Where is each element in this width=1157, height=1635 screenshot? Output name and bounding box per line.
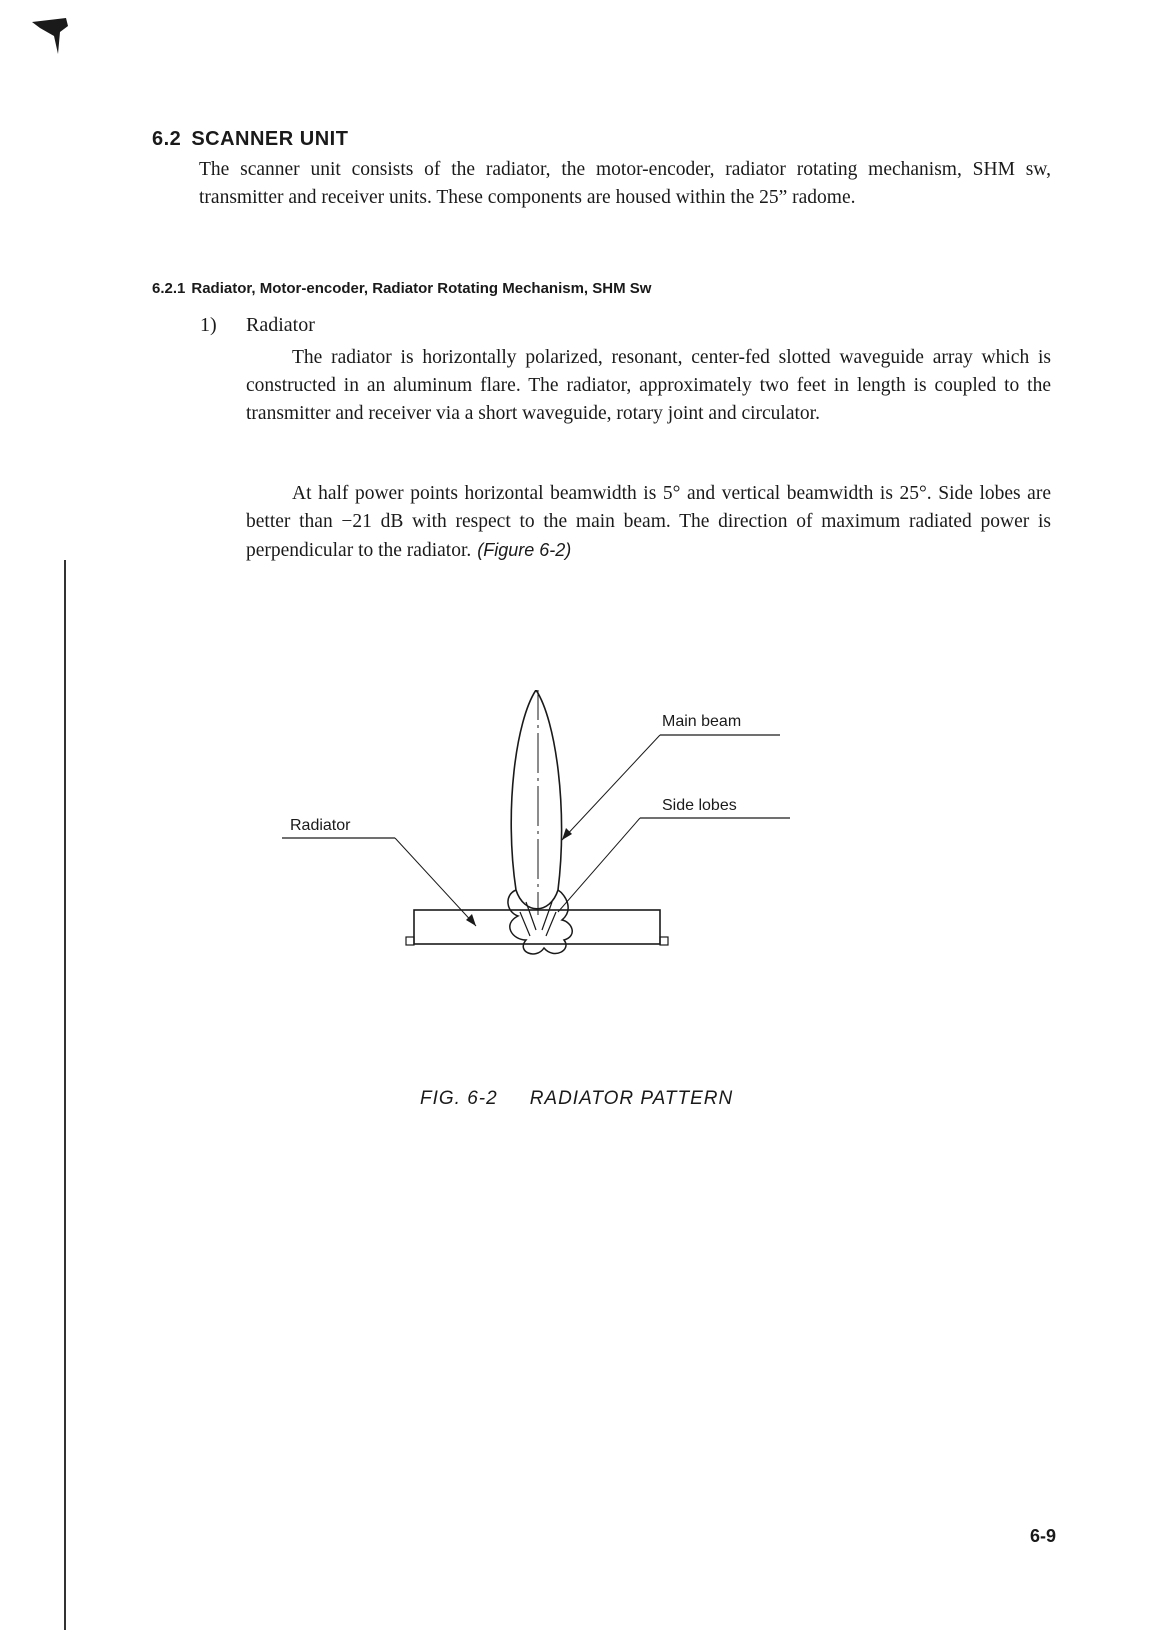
figure-caption [420, 1088, 733, 1110]
intro-paragraph: The scanner unit consists of the radiator, the motor-encoder, radiator rotating mechanism, SHM sw, transmitter and receiver units. These components are housed within the 25” radome. [199, 159, 1051, 208]
figure-reference: (Figure 6-2) [477, 540, 572, 560]
radiator-label: Radiator [290, 817, 351, 834]
list-item-title: Radiator [246, 314, 315, 336]
corner-mark-icon [30, 16, 70, 56]
radiator-paragraph-1: The radiator is horizontally polarized, resonant, center-fed slotted waveguide array which is constructed in an aluminum flare. The radiator, approximately two feet in length is coupled to the transmitter and receiver via a short waveguide, rotary joint and circulator. [246, 347, 1051, 424]
figure-caption-title: RADIATOR PATTERN [529, 1088, 734, 1109]
main-beam-label: Main beam [662, 713, 742, 730]
list-item-number: 1) [200, 314, 217, 336]
page-number: 6-9 [1030, 1526, 1057, 1546]
radiator-paragraph-2 [246, 480, 1051, 565]
radiator-end-left [406, 937, 414, 945]
section-heading [152, 128, 348, 151]
figure-caption-number: FIG. 6-2 [420, 1088, 498, 1109]
subsection-number: 6.2.1 [152, 280, 186, 297]
radiator-body [414, 910, 660, 944]
radiator-end-right [660, 937, 668, 945]
section-number: 6.2 [152, 128, 182, 150]
radiator-paragraph-2-text: At half power points horizontal beamwidth is 5° and vertical beamwidth is 25°. Side lobes are better than −21 dB with respect to the main beam. The direction of maximum radiated power is perpendicular to the radiator. [246, 483, 1051, 561]
subsection-heading [152, 280, 651, 297]
side-lobes-label: Side lobes [662, 797, 737, 814]
section-title: SCANNER UNIT [191, 128, 349, 150]
subsection-title: Radiator, Motor-encoder, Radiator Rotating Mechanism, SHM Sw [191, 280, 652, 297]
list-item-heading [200, 314, 315, 337]
binding-line [64, 560, 66, 1630]
main-beam-lobe [511, 690, 561, 909]
radiator-pattern-diagram [280, 690, 840, 1020]
